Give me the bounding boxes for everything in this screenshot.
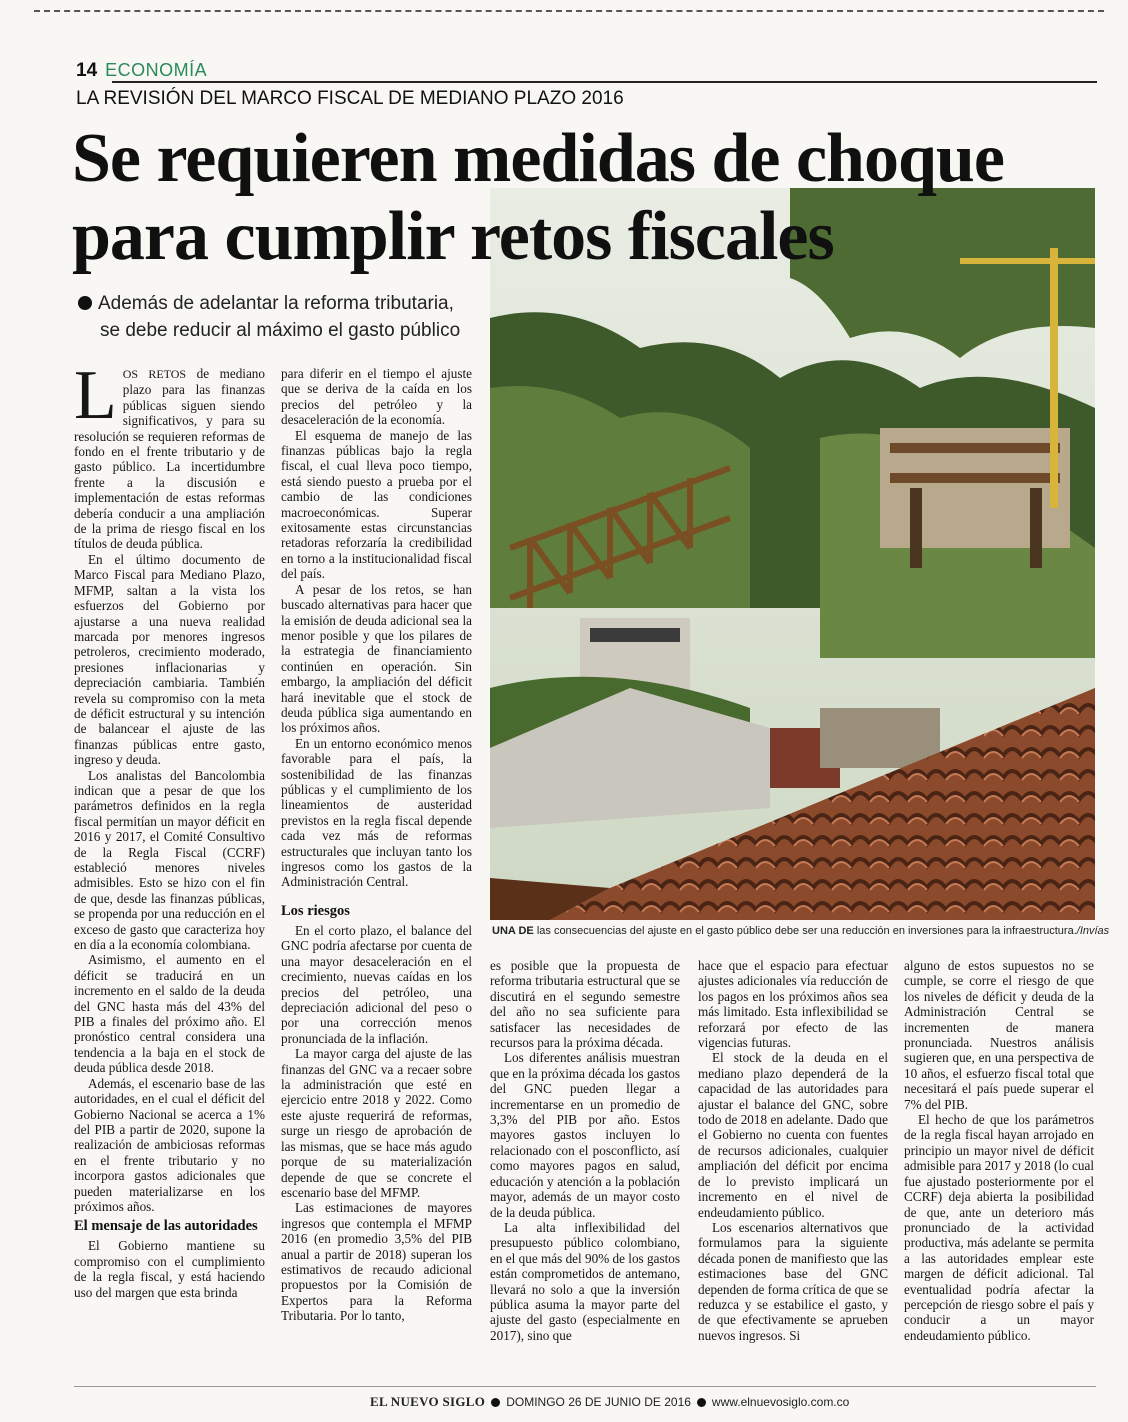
subhead-riesgos: Los riesgos [281,903,350,919]
dek [78,290,478,344]
section-name: ECONOMÍA [105,60,208,80]
headline-line-1: Se requieren medidas de choque [72,120,1004,197]
folio [76,60,207,82]
page-number: 14 [76,60,98,81]
subhead-mensaje: El mensaje de las autoridades [74,1218,258,1235]
dek-line-1: Además de adelantar la reforma tributaria, [98,293,454,314]
paragraph: Las estimaciones de mayores ingresos que contempla el MFMP 2016 (en promedio 3,5% del PIB anual a partir de 2018) superan los estimativos de recaudo adicional propuestos por la Comisión de Expertos para la Reforma Tributaria. Por lo tanto, [281,1200,472,1324]
bullet-icon [78,296,92,310]
lead-caps: OS RETOS [122,367,187,381]
lead-text: de mediano plazo para las finanzas públicas siguen siendo significativos, y para su resolución se requieren reformas de fondo en el frente tributario y de gasto público. La incertidumbre frente a la discusión e implementación de estas reformas debería conducir a una ampliación de la prima de riesgo fiscal en los títulos de deuda pública. [74,366,265,552]
paragraph: El esquema de manejo de las finanzas públicas bajo la regla fiscal, el cual lleva poco tiempo, está siendo puesto a prueba por el cambio de las condiciones macroeconómicas. Superar exitosamente estas circunstancias retadoras reforzaría la credibilidad en torno a la institucionalidad fiscal del país. [281,427,472,582]
paragraph: Los diferentes análisis muestran que en la próxima década los gastos del GNC pueden llegar a incrementarse en un promedio de 3,3% del PIB por año. Estos mayores gastos incluyen lo relacionado con el posconflicto, así como mayores pagos en salud, educación y atención a la población mayor, además de un mayor costo de la deuda pública. [490,1050,680,1220]
article-column-2 [281,366,472,890]
paragraph: A pesar de los retos, se han buscado alternativas para hacer que la emisión de deuda adicional sea la menor posible y que los pilares de la estrategia de financiamiento continúen en operación. Sin embargo, la ampliación del déficit hará inevitable que el stock de deuda pública siga aumentando en los próximos años. [281,581,472,736]
paragraph: es posible que la propuesta de reforma tributaria estructural que se discutirá en el segundo semestre del año no sea suficiente para satisfacer las necesidades de recursos para la próxima década. [490,958,680,1051]
paragraph: hace que el espacio para efectuar ajustes adicionales vía reducción de los pagos en los próximos años sea más limitado. Esta inflexibilidad se reforzará por efecto de las vigencias futuras. [698,958,888,1051]
article-column-1 [74,357,265,1300]
footer [370,1394,849,1410]
footer-rule [74,1386,1096,1387]
kicker: LA REVISIÓN DEL MARCO FISCAL DE MEDIANO PLAZO 2016 [76,88,624,109]
paragraph [74,357,265,552]
footer-url: www.elnuevosiglo.com.co [711,1395,850,1409]
dek-line-2: se debe reducir al máximo el gasto público [100,320,461,341]
headline [72,120,1102,276]
paragraph: En un entorno económico menos favorable para el país, la sostenibilidad de las finanzas públicas y el cumplimiento de los lineamientos de austeridad previstos en la regla fiscal depende cada vez más de reformas estructurales que incluyan tanto los ingresos como los gastos de la Administración Central. [281,735,472,890]
section-rule [112,81,1097,83]
caption-credit: /Invías [1076,925,1110,937]
article-column-5 [904,958,1094,1343]
paragraph: Asimismo, el aumento en el déficit se traducirá en un incremento en el saldo de la deuda del GNC hasta más del 43% del PIB a finales del próximo año. El pronóstico central considera una tendencia a la baja en el stock de deuda pública desde 2018. [74,952,265,1076]
article-column-4 [698,958,888,1343]
newspaper-logo: EL NUEVO SIGLO [370,1394,486,1409]
article-column-2-lower [281,903,472,1324]
caption-text: las consecuencias del ajuste en el gasto público debe ser una reducción en inversiones para la infraestructura. [533,925,1077,937]
paragraph: En el corto plazo, el balance del GNC podría afectarse por cuenta de una mayor desaceleración en el crecimiento, nuevas caídas en los precios del petróleo, una depreciación adicional del peso o por una corrección menos pronunciada de la inflación. [281,923,472,1046]
paragraph: La mayor carga del ajuste de las finanzas del GNC va a recaer sobre la administración que esté en ejercicio entre 2018 y 2022. Como este ajuste requerirá de reformas, surge un riesgo de aprobación de las mismas, que se hace más agudo porque de su materialización depende de que se concrete el escenario base del MFMP. [281,1046,472,1200]
drop-cap: L [74,357,117,434]
bullet-icon [491,1398,500,1407]
paragraph: alguno de estos supuestos no se cumple, se corre el riesgo de que los niveles de déficit y deuda de la Administración Central se incrementen de manera pronunciada. Nuestros análisis sugieren que, en una perspectiva de 10 años, el esfuerzo fiscal total que necesitará el país puede superar el 7% del PIB. [904,958,1094,1112]
article-column-3 [490,958,680,1343]
paragraph: para diferir en el tiempo el ajuste que se deriva de la caída en los precios del petróleo y la desaceleración de la economía. [281,366,472,428]
caption-lead: UNA DE [492,925,534,937]
paragraph: El stock de la deuda en el mediano plazo dependerá de la capacidad de las autoridades para ajustar el balance del GNC, sobre todo de 2018 en adelante. Dado que el Gobierno no cuenta con fuentes de recursos adicionales, cualquier ampliación del déficit por encima de lo previsto implicará un incremento en el nivel de endeudamiento público. [698,1050,888,1220]
paragraph: El Gobierno mantiene su compromiso con el cumplimiento de la regla fiscal, y está haciendo uso del margen que esta brinda [74,1238,265,1300]
top-dashed-rule [34,10,1104,12]
paragraph: Los escenarios alternativos que formulamos para la siguiente década ponen de manifiesto que las estimaciones base del GNC dependen de forma crítica de que se reduzca y se estabilice el gasto, y de que efectivamente se aprueben nuevos ingresos. Si [698,1219,888,1343]
headline-line-2: para cumplir retos fiscales [72,198,834,275]
infrastructure-photo [490,188,1095,920]
paragraph: Además, el escenario base de las autoridades, en el cual el déficit del Gobierno Nacional se acerca a 1% del PIB a partir de 2020, supone la realización de ambiciosas reformas en el frente tributario y no incorpora gastos adicionales que pueden materializarse en los próximos años. [74,1075,265,1214]
photo-caption [492,925,1110,937]
paragraph: En el último documento de Marco Fiscal para Mediano Plazo, MFMP, saltan a la vista los esfuerzos del Gobierno por ajustarse a una nueva realidad marcada por menores ingresos petroleros, crecimiento moderado, presiones inflacionarias y depreciación cambiaria. También revela su compromiso con la meta de déficit estructural y su intención de balancear el ajuste de las finanzas públicas entre gasto, ingreso y deuda. [74,551,265,768]
paragraph: Los analistas del Bancolombia indican que a pesar de que los parámetros definidos en la regla fiscal permitían un mayor déficit en 2016 y 2017, el Comité Consultivo de la Regla Fiscal (CCRF) estableció menores niveles admisibles. Esto se hizo con el fin de que, desde las finanzas públicas, se propenda por una reducción en el exceso de gasto que caracteriza hoy en día a la economía colombiana. [74,767,265,953]
construction-photo-illustration [490,188,1095,920]
bullet-icon [697,1398,706,1407]
footer-date: DOMINGO 26 DE JUNIO DE 2016 [506,1395,691,1409]
paragraph: El hecho de que los parámetros de la regla fiscal hayan arrojado en principio un mayor nivel de déficit admisible para 2017 y 2018 (lo cual fue ajustado posteriormente por el CCRF) deja abierta la posibilidad de que, ante un deterioro más pronunciado de la actividad productiva, más adelante se permita a las autoridades emplear este margen de déficit adicional. Tal eventualidad podría afectar la percepción de riesgo sobre el país y conducir a un mayor endeudamiento público. [904,1112,1094,1343]
paragraph: La alta inflexibilidad del presupuesto público colombiano, en el que más del 90% de los gastos están comprometidos de antemano, llevará no solo a que la inversión pública asuma la mayor parte del ajuste del gasto (especialmente en 2017), sino que [490,1219,680,1343]
